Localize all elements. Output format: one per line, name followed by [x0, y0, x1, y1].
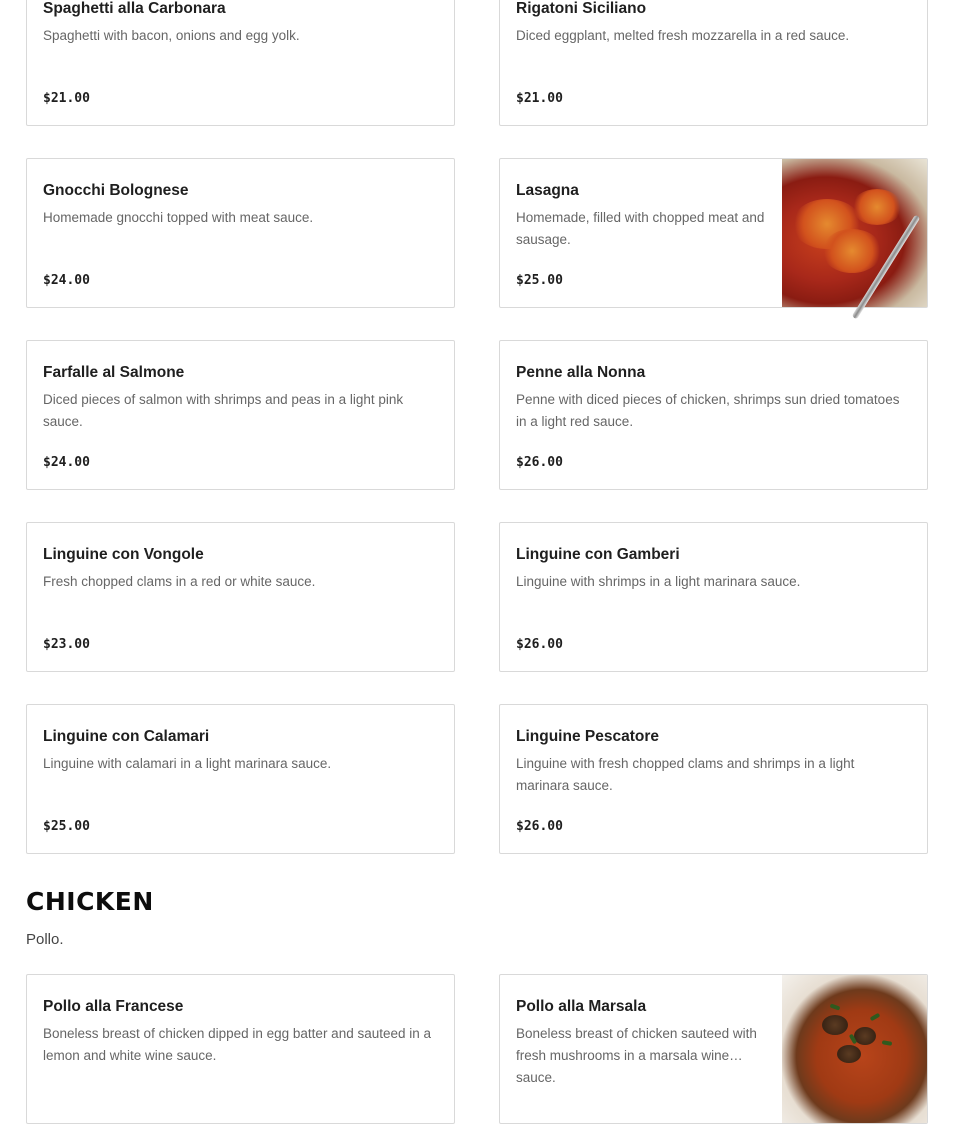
- menu-item-body: [500, 341, 927, 489]
- menu-item-name: Lasagna: [516, 182, 579, 199]
- menu-item-price: $24.00: [43, 273, 90, 288]
- menu-item-name: Rigatoni Siciliano: [516, 0, 647, 17]
- chicken-section-header: [26, 886, 154, 950]
- menu-item-name: Linguine Pescatore: [516, 728, 659, 745]
- menu-item-body: [27, 0, 454, 125]
- menu-item-name: Spaghetti alla Carbonara: [43, 0, 226, 17]
- menu-item-price: $23.00: [43, 637, 90, 652]
- section-subtitle: Pollo.: [26, 931, 64, 948]
- marsala-photo[interactable]: [782, 975, 927, 1123]
- menu-item-body: [27, 975, 454, 1123]
- chicken-items-grid: [26, 974, 928, 1124]
- menu-item-body: [500, 975, 782, 1123]
- pasta-items-grid: [26, 0, 928, 854]
- menu-item-price: $26.00: [516, 455, 563, 470]
- menu-item-card[interactable]: [499, 704, 928, 854]
- menu-item-card[interactable]: [499, 974, 928, 1124]
- menu-item-card[interactable]: [26, 974, 455, 1124]
- menu-item-name: Linguine con Gamberi: [516, 546, 680, 563]
- menu-item-card[interactable]: [26, 0, 455, 126]
- menu-item-body: [27, 341, 454, 489]
- menu-item-description: Homemade gnocchi topped with meat sauce.: [43, 210, 314, 225]
- menu-item-name: Pollo alla Marsala: [516, 998, 647, 1015]
- menu-item-body: [500, 523, 927, 671]
- menu-item-body: [27, 523, 454, 671]
- menu-item-price: $25.00: [516, 273, 563, 288]
- menu-item-body: [500, 159, 782, 307]
- menu-item-price: $26.00: [516, 637, 563, 652]
- menu-item-description: Boneless breast of chicken sauteed with fresh mushrooms in a marsala wine sauce.: [516, 1026, 757, 1085]
- menu-item-body: [500, 705, 927, 853]
- menu-item-name: Pollo alla Francese: [43, 998, 184, 1015]
- menu-item-name: Penne alla Nonna: [516, 364, 646, 381]
- menu-item-card[interactable]: [26, 158, 455, 308]
- menu-item-description: Diced pieces of salmon with shrimps and peas in a light pink sauce.: [43, 392, 404, 429]
- menu-item-description: Fresh chopped clams in a red or white sauce.: [43, 574, 316, 589]
- menu-item-card[interactable]: [26, 522, 455, 672]
- section-title: CHICKEN: [26, 887, 154, 916]
- menu-item-body: [500, 0, 927, 125]
- menu-item-card[interactable]: [26, 340, 455, 490]
- menu-item-name: Farfalle al Salmone: [43, 364, 185, 381]
- menu-item-name: Linguine con Vongole: [43, 546, 204, 563]
- menu-item-body: [27, 705, 454, 853]
- menu-item-description: Penne with diced pieces of chicken, shrimps sun dried tomatoes in a light red sauce.: [516, 392, 900, 429]
- menu-item-description: Linguine with shrimps in a light marinara sauce.: [516, 574, 801, 589]
- menu-item-card[interactable]: [499, 0, 928, 126]
- lasagna-photo[interactable]: [782, 159, 927, 307]
- menu-item-card[interactable]: [499, 158, 928, 308]
- menu-item-description: Spaghetti with bacon, onions and egg yolk.: [43, 28, 300, 43]
- menu-item-description: Linguine with fresh chopped clams and shrimps in a light marinara sauce.: [516, 756, 855, 793]
- menu-item-card[interactable]: [26, 704, 455, 854]
- menu-item-price: $24.00: [43, 455, 90, 470]
- menu-item-price: $21.00: [516, 91, 563, 106]
- menu-item-description: Homemade, filled with chopped meat and sausage.: [516, 210, 765, 247]
- menu-item-card[interactable]: [499, 340, 928, 490]
- menu-item-body: [27, 159, 454, 307]
- menu-item-name: Linguine con Calamari: [43, 728, 210, 745]
- menu-item-name: Gnocchi Bolognese: [43, 182, 189, 199]
- menu-item-description: Boneless breast of chicken dipped in egg batter and sauteed in a lemon and white wine sauce.: [43, 1026, 432, 1063]
- menu-item-description: Diced eggplant, melted fresh mozzarella in a red sauce.: [516, 28, 850, 43]
- menu-item-price: $26.00: [516, 819, 563, 834]
- menu-item-price: $21.00: [43, 91, 90, 106]
- menu-item-price: $25.00: [43, 819, 90, 834]
- menu-item-card[interactable]: [499, 522, 928, 672]
- menu-item-description: Linguine with calamari in a light marinara sauce.: [43, 756, 332, 771]
